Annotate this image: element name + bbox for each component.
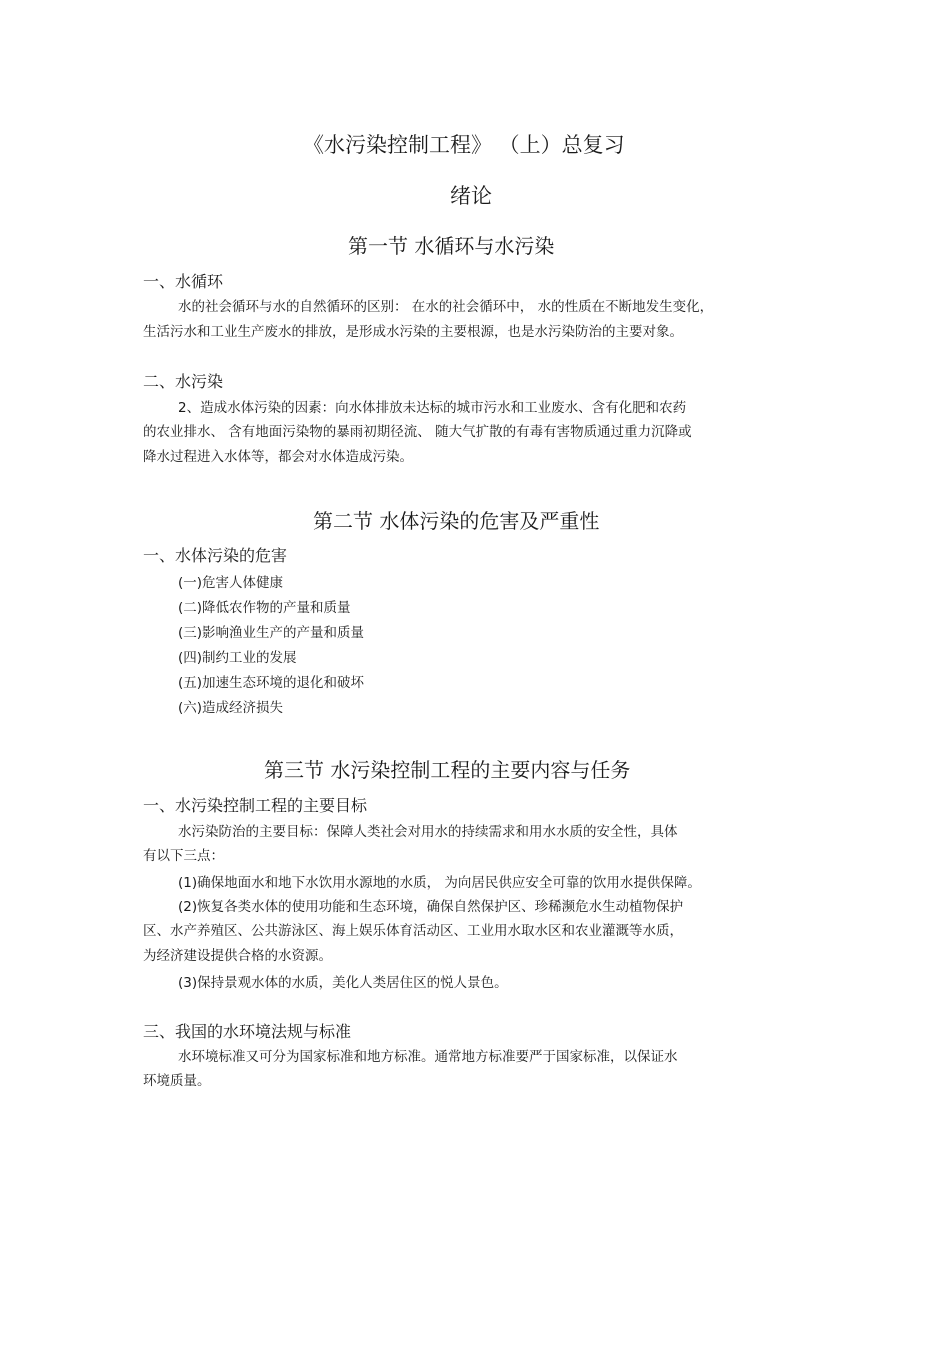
paragraph-pollution-line1: 2、造成水体污染的因素：向水体排放未达标的城市污水和工业废水、含有化肥和农药 bbox=[178, 400, 687, 416]
goal-item-2-line1: (2)恢复各类水体的使用功能和生态环境，确保自然保护区、珍稀濒危水生动植物保护 bbox=[178, 899, 684, 915]
heading-water-cycle: 一、水循环 bbox=[143, 272, 224, 291]
heading-main-goals: 一、水污染控制工程的主要目标 bbox=[143, 796, 368, 815]
section2-title: 第二节 水体污染的危害及严重性 bbox=[313, 509, 600, 533]
goal-item-2-line2: 区、水产养殖区、公共游泳区、海上娱乐体育活动区、工业用水取水区和农业灌溉等水质， bbox=[143, 923, 683, 939]
list-item: (四)制约工业的发展 bbox=[178, 650, 297, 666]
paragraph-pollution-line3: 降水过程进入水体等，都会对水体造成污染。 bbox=[143, 449, 413, 465]
paragraph-water-cycle-line2: 生活污水和工业生产废水的排放，是形成水污染的主要根源，也是水污染防治的主要对象。 bbox=[143, 324, 683, 340]
list-item: (一)危害人体健康 bbox=[178, 575, 284, 591]
paragraph-pollution-line2: 的农业排水、 含有地面污染物的暴雨初期径流、 随大气扩散的有毒有害物质通过重力沉降或 bbox=[143, 424, 692, 440]
goal-item-2-line3: 为经济建设提供合格的水资源。 bbox=[143, 948, 332, 964]
intro-title: 绪论 bbox=[450, 184, 492, 208]
paragraph-goals-line2: 有以下三点： bbox=[143, 848, 224, 864]
heading-water-pollution: 二、水污染 bbox=[143, 372, 224, 391]
section3-title: 第三节 水污染控制工程的主要内容与任务 bbox=[264, 758, 631, 782]
heading-standards: 三、我国的水环境法规与标准 bbox=[143, 1022, 352, 1041]
paragraph-standards-line2: 环境质量。 bbox=[143, 1073, 211, 1089]
paragraph-goals-line1: 水污染防治的主要目标：保障人类社会对用水的持续需求和用水水质的安全性，具体 bbox=[178, 824, 678, 840]
paragraph-standards-line1: 水环境标准又可分为国家标准和地方标准。通常地方标准要严于国家标准，以保证水 bbox=[178, 1049, 678, 1065]
list-item: (三)影响渔业生产的产量和质量 bbox=[178, 625, 365, 641]
list-item: (二)降低农作物的产量和质量 bbox=[178, 600, 351, 616]
list-item: (五)加速生态环境的退化和破坏 bbox=[178, 675, 365, 691]
section1-title: 第一节 水循环与水污染 bbox=[348, 234, 555, 258]
document-title: 《水污染控制工程》 （上）总复习 bbox=[303, 133, 625, 157]
paragraph-water-cycle-line1: 水的社会循环与水的自然循环的区别： 在水的社会循环中， 水的性质在不断地发生变化， bbox=[178, 299, 714, 315]
list-item: (六)造成经济损失 bbox=[178, 700, 284, 716]
goal-item-1: (1)确保地面水和地下水饮用水源地的水质， 为向居民供应安全可靠的饮用水提供保障。 bbox=[178, 875, 701, 891]
heading-pollution-harm: 一、水体污染的危害 bbox=[143, 546, 288, 565]
goal-item-3: (3)保持景观水体的水质，美化人类居住区的悦人景色。 bbox=[178, 975, 508, 991]
